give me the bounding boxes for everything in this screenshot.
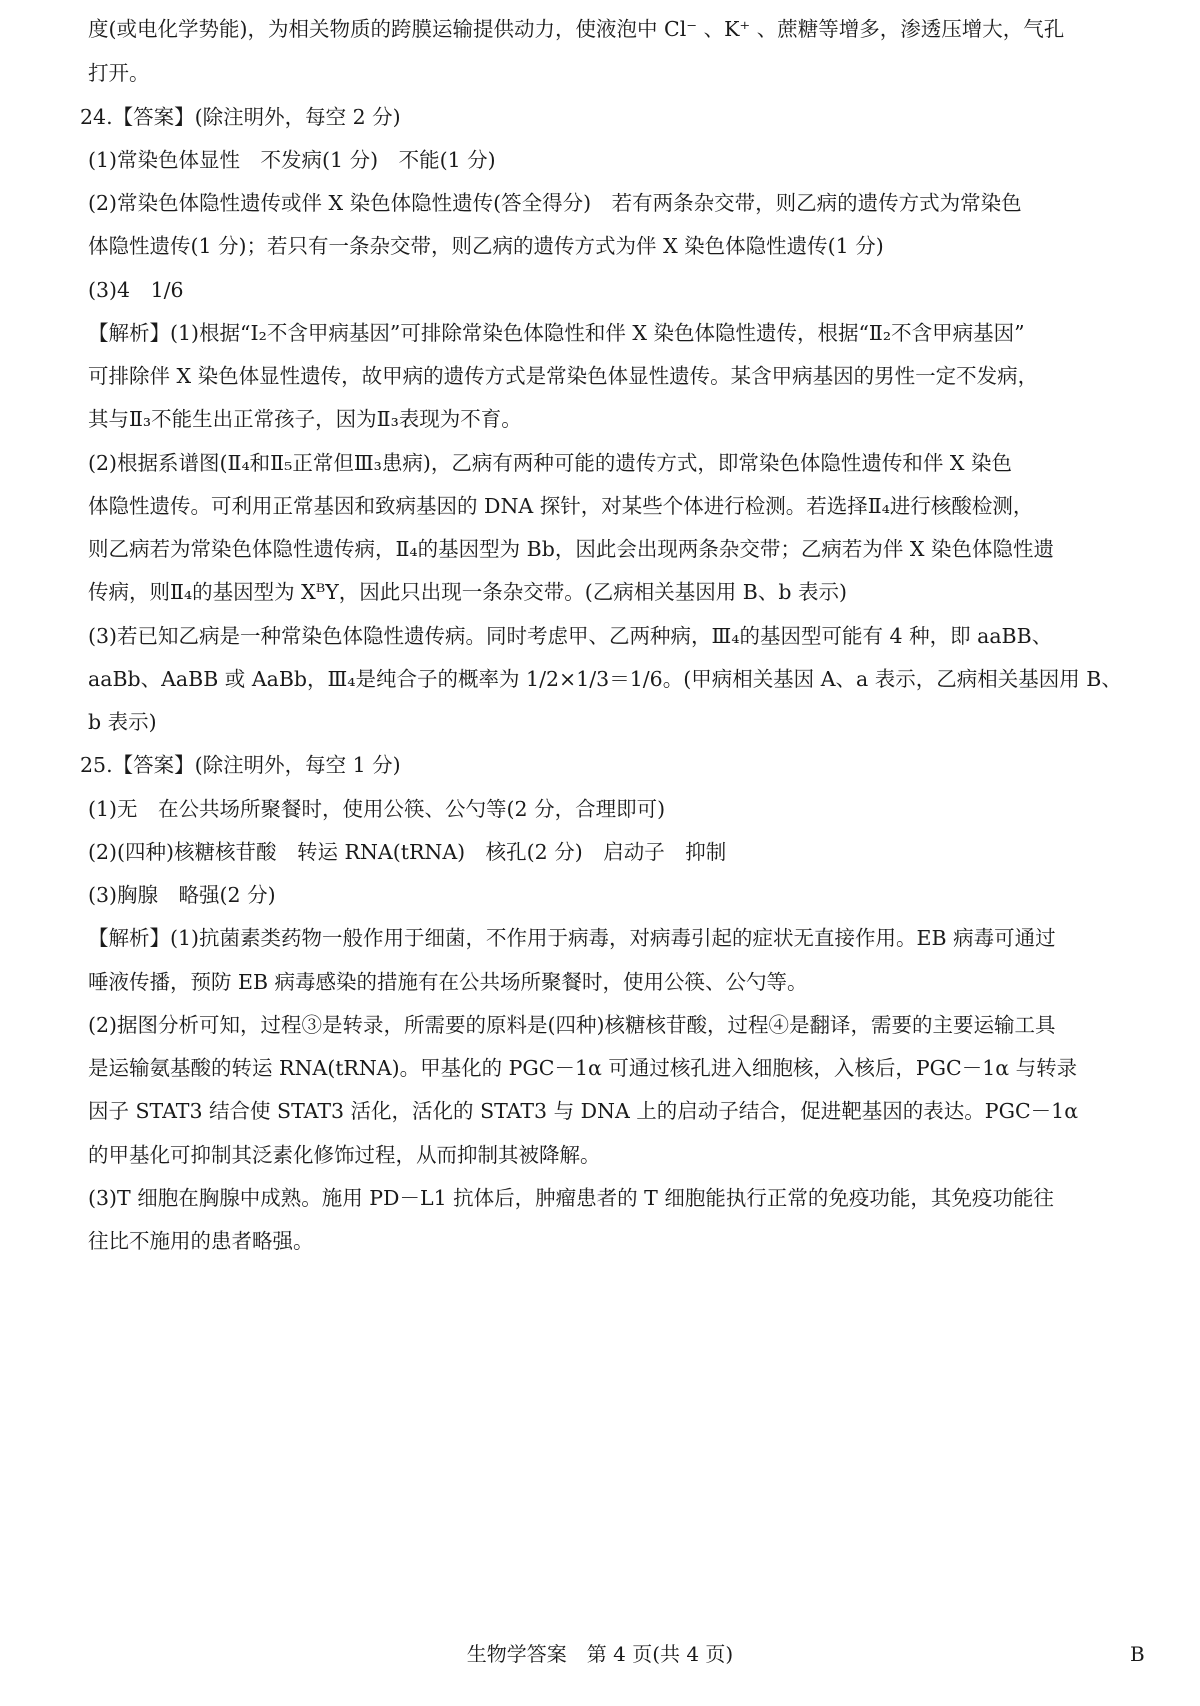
text-line: 体隐性遗传(1 分)；若只有一条杂交带，则乙病的遗传方式为伴 X 染色体隐性遗传(1 分) bbox=[88, 234, 884, 258]
text-line: 往比不施用的患者略强。 bbox=[88, 1229, 314, 1253]
text-line: 可排除伴 X 染色体显性遗传，故甲病的遗传方式是常染色体显性遗传。某含甲病基因的男性一定不发病， bbox=[88, 364, 1039, 388]
version-code: B bbox=[1130, 1642, 1145, 1666]
text-line: 则乙病若为常染色体隐性遗传病，Ⅱ₄的基因型为 Bb，因此会出现两条杂交带；乙病若为伴 X 染色体隐性遗 bbox=[88, 537, 1054, 561]
text-line: (3)T 细胞在胸腺中成熟。施用 PD－L1 抗体后，肿瘤患者的 T 细胞能执行正常的免疫功能，其免疫功能往 bbox=[88, 1186, 1054, 1210]
text-line: (3)胸腺 略强(2 分) bbox=[88, 883, 276, 907]
page-footer: 生物学答案 第 4 页(共 4 页) bbox=[466, 1642, 734, 1666]
text-line: b 表示) bbox=[88, 710, 157, 734]
text-line: 因子 STAT3 结合使 STAT3 活化，活化的 STAT3 与 DNA 上的启动子结合，促进靶基因的表达。PGC－1α bbox=[88, 1099, 1079, 1123]
text-line: (2)(四种)核糖核苷酸 转运 RNA(tRNA) 核孔(2 分) 启动子 抑制 bbox=[88, 840, 727, 864]
text-line: (2)常染色体隐性遗传或伴 X 染色体隐性遗传(答全得分) 若有两条杂交带，则乙病的遗传方式为常染色 bbox=[88, 191, 1022, 215]
analysis-line: 【解析】(1)抗菌素类药物一般作用于细菌，不作用于病毒，对病毒引起的症状无直接作用。EB 病毒可通过 bbox=[88, 926, 1056, 950]
analysis-line: 【解析】(1)根据“Ⅰ₂不含甲病基因”可排除常染色体隐性和伴 X 染色体隐性遗传，根据“Ⅱ₂不含甲病基因” bbox=[88, 321, 1025, 345]
text-line: (1)无 在公共场所聚餐时，使用公筷、公勺等(2 分，合理即可) bbox=[88, 797, 666, 821]
text-line: (2)据图分析可知，过程③是转录，所需要的原料是(四种)核糖核苷酸，过程④是翻译，需要的主要运输工具 bbox=[88, 1013, 1056, 1037]
text-line: 的甲基化可抑制其泛素化修饰过程，从而抑制其被降解。 bbox=[88, 1143, 601, 1167]
question-header: 24.【答案】(除注明外，每空 2 分) bbox=[80, 105, 401, 129]
text-line: 唾液传播，预防 EB 病毒感染的措施有在公共场所聚餐时，使用公筷、公勺等。 bbox=[88, 970, 808, 994]
text-line: (3)4 1/6 bbox=[88, 278, 184, 302]
text-line: (2)根据系谱图(Ⅱ₄和Ⅱ₅正常但Ⅲ₃患病)，乙病有两种可能的遗传方式，即常染色体隐性遗传和伴 X 染色 bbox=[88, 451, 1012, 475]
text-line: (1)常染色体显性 不发病(1 分) 不能(1 分) bbox=[88, 148, 496, 172]
text-line: 度(或电化学势能)，为相关物质的跨膜运输提供动力，使液泡中 Cl⁻ 、K⁺ 、蔗糖等增多，渗透压增大，气孔 bbox=[88, 17, 1065, 41]
text-line: (3)若已知乙病是一种常染色体隐性遗传病。同时考虑甲、乙两种病，Ⅲ₄的基因型可能有 4 种，即 aaBB、 bbox=[88, 624, 1053, 648]
text-line: 打开。 bbox=[88, 61, 150, 85]
text-line: 传病，则Ⅱ₄的基因型为 XᴮY，因此只出现一条杂交带。(乙病相关基因用 B、b 表示) bbox=[88, 580, 847, 604]
text-line: 是运输氨基酸的转运 RNA(tRNA)。甲基化的 PGC－1α 可通过核孔进入细胞核，入核后，PGC－1α 与转录 bbox=[88, 1056, 1078, 1080]
question-header: 25.【答案】(除注明外，每空 1 分) bbox=[80, 753, 401, 777]
text-line: 体隐性遗传。可利用正常基因和致病基因的 DNA 探针，对某些个体进行检测。若选择Ⅱ₄进行核酸检测， bbox=[88, 494, 1034, 518]
text-line: 其与Ⅱ₃不能生出正常孩子，因为Ⅱ₃表现为不育。 bbox=[88, 407, 522, 431]
text-line: aaBb、AaBB 或 AaBb，Ⅲ₄是纯合子的概率为 1/2×1/3＝1/6。(甲病相关基因 A、a 表示，乙病相关基因用 B、 bbox=[88, 667, 1122, 691]
